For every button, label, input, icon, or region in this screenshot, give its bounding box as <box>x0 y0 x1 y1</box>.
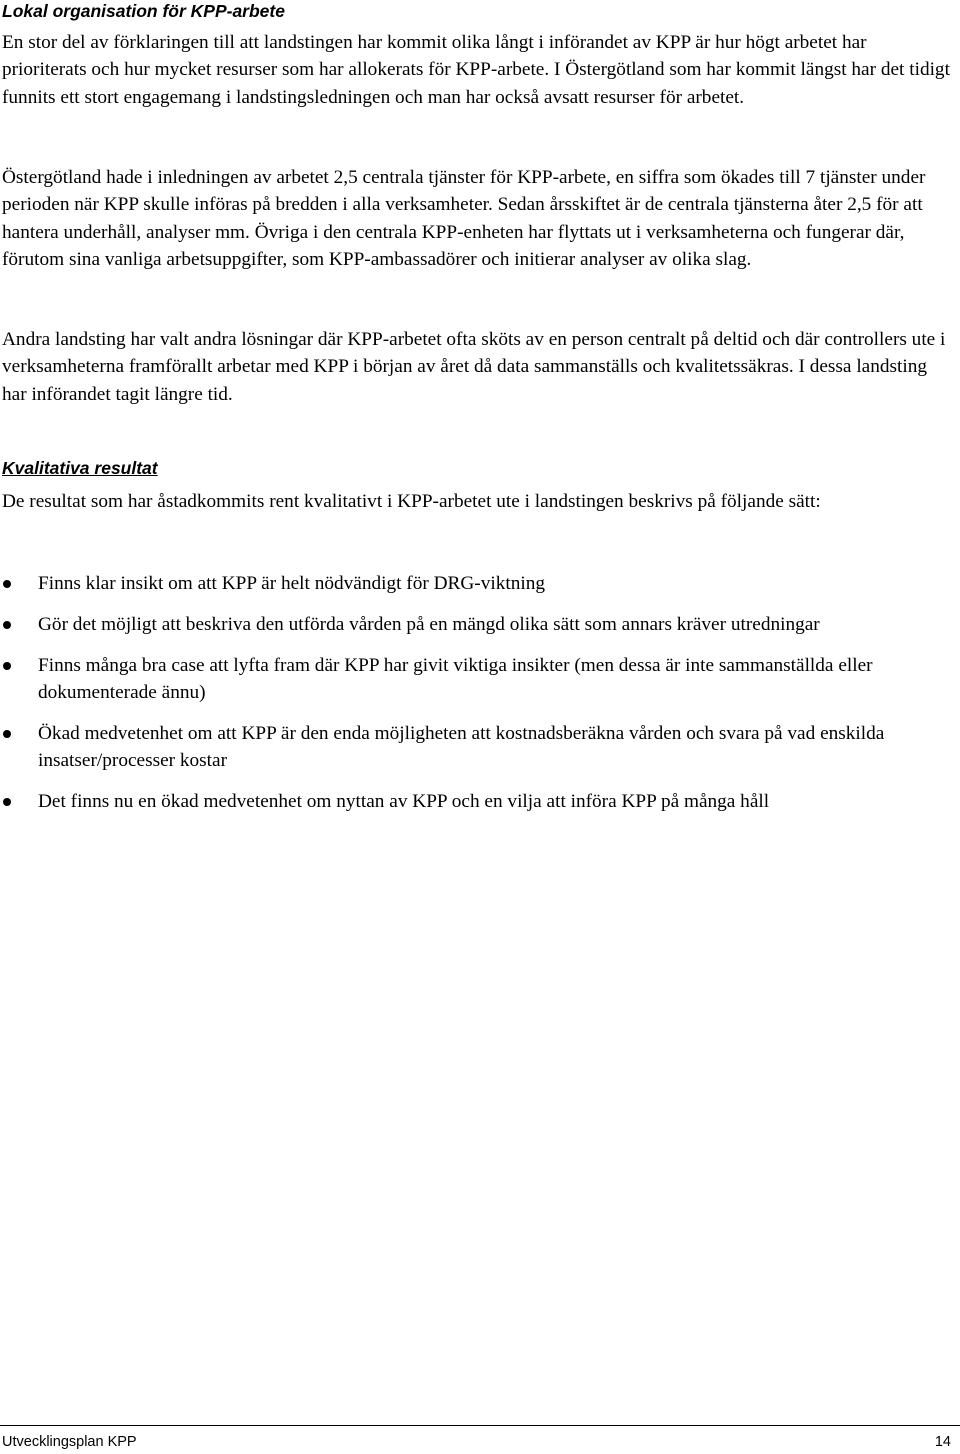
list-item-text: Finns många bra case att lyfta fram där KPP har givit viktiga insikter (men dessa är inte sammanställda eller dokumenterade ännu) <box>38 654 873 704</box>
list-item <box>0 720 958 775</box>
bullet-icon <box>3 621 11 629</box>
results-bullet-list <box>0 570 958 815</box>
paragraph-resultat-intro: De resultat som har åstadkommits rent kvalitativt i KPP-arbetet ute i landstingen beskrivs på följande sätt: <box>2 491 821 512</box>
list-item <box>0 652 958 707</box>
footer-document-title: Utvecklingsplan KPP <box>2 1434 137 1450</box>
bullet-icon <box>3 730 11 738</box>
paragraph-ostergotland-tjanster: Östergötland hade i inledningen av arbetet 2,5 centrala tjänster för KPP-arbete, en siffra som ökades till 7 tjänster under perioden när KPP skulle införas på bredden i alla verksamheter. Sedan årsskiftet är de centrala tjänsterna åter 2,5 för att hantera underhåll, analyser mm. Övriga i den centrala KPP-enheten har flyttats ut i verksamheterna och fungerar där, förutom sina vanliga arbetsuppgifter, som KPP-ambassadörer och initierar analyser av olika slag. <box>2 167 926 270</box>
list-item-text: Ökad medvetenhet om att KPP är den enda möjligheten att kostnadsberäkna vården och svara på vad enskilda insatser/processer kostar <box>38 722 885 772</box>
bullet-icon <box>3 580 11 588</box>
list-item <box>0 611 958 638</box>
paragraph-prioritering: En stor del av förklaringen till att landstingen har kommit olika långt i införandet av KPP är hur högt arbetet har prioriterats och hur mycket resurser som har allokerats för KPP-arbete. I Östergötland som har kommit längst har det tidigt funnits ett stort engagemang i landstingsledningen och man har också avsatt resurser för arbetet. <box>2 32 950 108</box>
section-heading-lokal-organisation: Lokal organisation för KPP-arbete <box>2 1 285 21</box>
section-heading-kvalitativa-resultat-text: Kvalitativa resultat <box>2 458 158 478</box>
footer-divider <box>0 1425 960 1426</box>
paragraph-andra-landsting: Andra landsting har valt andra lösningar där KPP-arbetet ofta sköts av en person centralt på deltid och där controllers ute i verksamheterna framförallt arbetar med KPP i början av året då data sammanställs och kvalitetssäkras. I dessa landsting har införandet tagit längre tid. <box>2 329 946 405</box>
footer-page-number: 14 <box>934 1434 951 1450</box>
list-item-text: Gör det möjligt att beskriva den utförda vården på en mängd olika sätt som annars kräver utredningar <box>38 613 820 635</box>
bullet-icon <box>3 798 11 806</box>
list-item-text: Det finns nu en ökad medvetenhet om nyttan av KPP och en vilja att införa KPP på många håll <box>38 791 770 813</box>
list-item-text: Finns klar insikt om att KPP är helt nödvändigt för DRG-viktning <box>38 573 545 594</box>
list-item <box>0 788 958 815</box>
bullet-icon <box>3 662 11 670</box>
list-item <box>0 570 958 597</box>
section-heading-kvalitativa-resultat <box>2 457 158 479</box>
